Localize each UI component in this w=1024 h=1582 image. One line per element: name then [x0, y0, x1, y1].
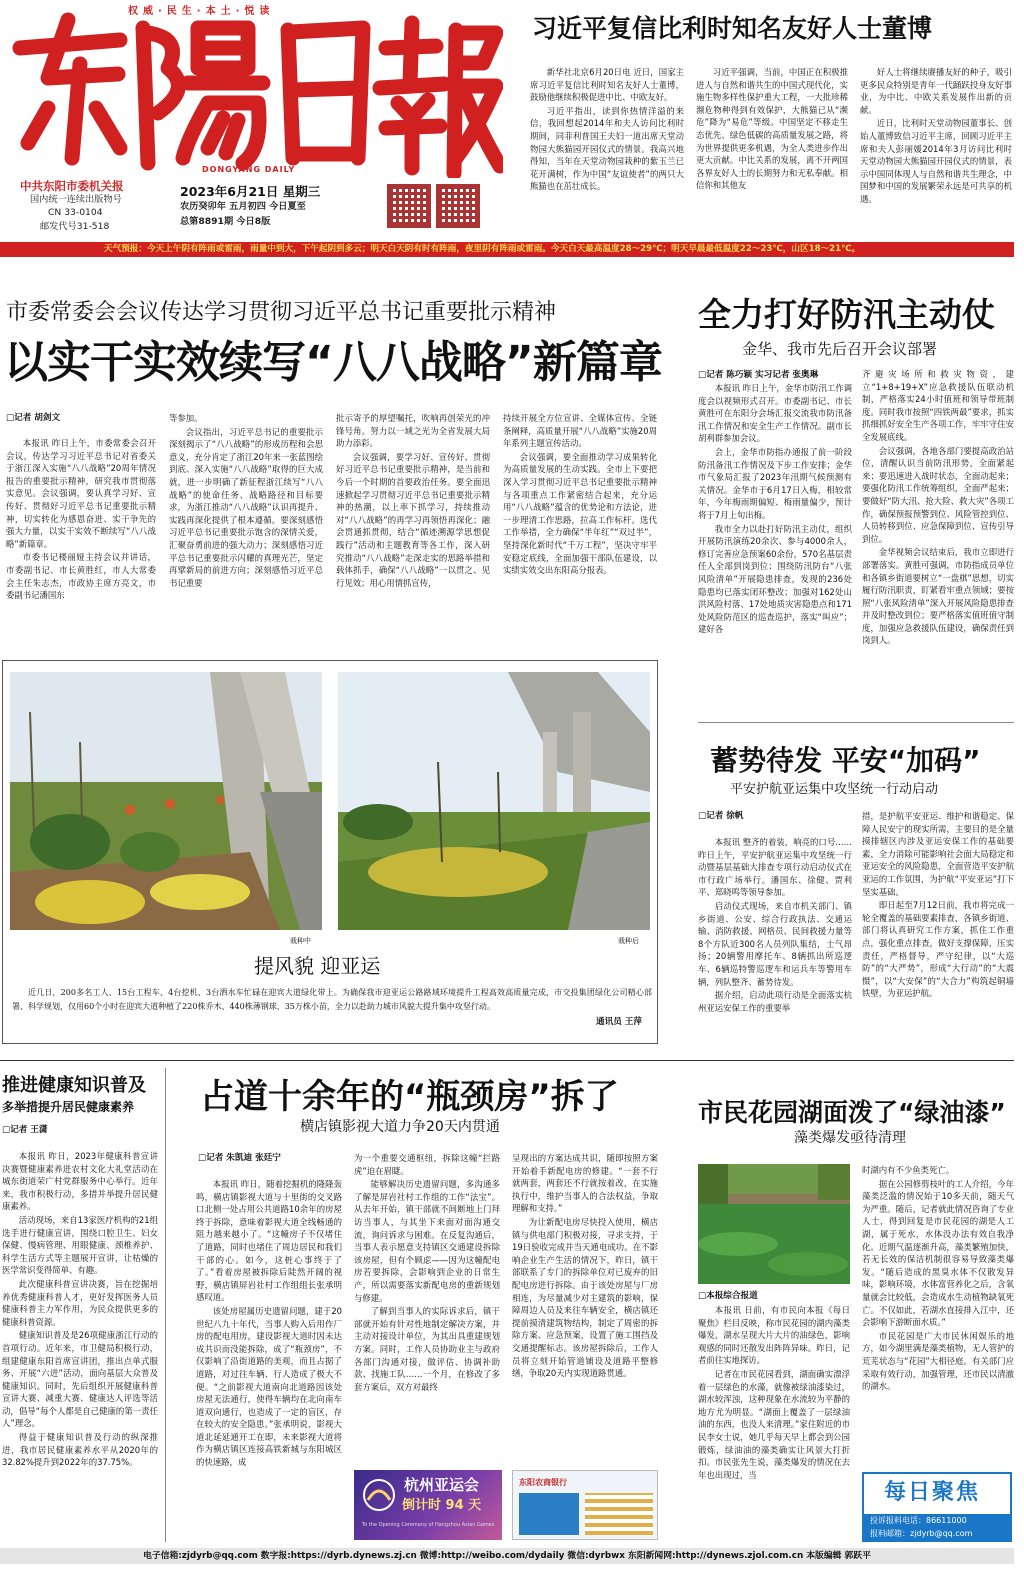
paragraph: 呈现出的方案达成共识，随即按照方案开始着手新配电房的修建。“一套不行就两套，两套还不行就按着改，在实施执行中，维护当事人的合法权益，争取理解和支持。” — [512, 1153, 658, 1214]
paragraph: 市民花园是广大市民休闲娱乐的地方，如今湖里满是藻类植物，无人管护的荒芜状态与“花园”大相径庭。有关部门应采取有效行动，加强管理，还市民以清澈的湖水。 — [862, 1330, 1014, 1392]
paragraph: 启动仪式现场，来自市机关部门、镇乡街道、公安、综合行政执法、交通运输、消防救援、网格员、民间救援力量等8个方队近300名人员列队集结，士气昂扬；20辆警用摩托车、8辆抓出所巡逻车、6辆巡特警巡逻车和运兵车等警用车辆，列队整齐、蓄势待发。 — [698, 900, 852, 987]
paragraph: 近几日，200多名工人、15台工程车、4台挖机、3台洒水车忙碌在迎宾大道绿化带上。为确保我市迎亚运公路路域环境提升工程高效高质量完成，市交投集团绿化公司精心部署、科学规划，仅用60个小时在迎宾大道种植了220株乔木、440株薄钢球、35万株小苗，全力以赴助力城市风貌大提升集中攻坚行动。 — [12, 988, 652, 1011]
bank-ad-card — [519, 1493, 579, 1535]
photo-planting-during — [10, 672, 322, 930]
paragraph: 批示寄予的厚望嘱托，吹响再创荣光的冲锋号角。努力以一域之光为全省发展大局助力添彩。 — [336, 413, 490, 449]
paragraph: 习近平指出，读到你热情洋溢的来信，我回想起2014年和夫人访问比利时期间，同菲利普国王夫妇一道出席天堂动物园大熊猫园开园仪式的情景。我高兴地得知，当年在天堂动物园栽种的紫玉兰已花开满树，作为中国“友谊使者”的两只大熊猫也在茁壮成长。 — [530, 105, 684, 192]
paragraph: 措，是护航平安亚运、维护和谐稳定、保障人民安宁的现实所需，主要目的是全量摸排辖区内涉及亚运安保工作的基础要素，全力消除可能影响社会面大局稳定和亚运安全的风险隐患，全面营造平安护航亚运的工作氛围，为护航“平安亚运”打下坚实基础。 — [862, 811, 1014, 897]
bottleneck-byline: □记者 朱凯迪 张廷宁 — [198, 1153, 281, 1163]
qr-code-1 — [387, 184, 431, 228]
photo-caption-2: 栽种后 — [618, 937, 639, 945]
column-divider — [165, 1068, 166, 1542]
paragraph: 为一个重要交通枢纽，拆除这幢“拦路虎”迫在眉睫。 — [354, 1153, 500, 1176]
qr-code-2 — [436, 184, 480, 228]
paragraph: 此次健康科普宣讲决赛，旨在挖掘培养优秀健康科普人才，更好发挥医务人员健康科普主力军作用，为民众提供更多的健康科普资源。 — [2, 1278, 158, 1327]
paragraph: 即日起至7月12日前，我市将完成一轮全覆盖的基础要素排查，各镇乡街道、部门将认真研究工作方案，抓住工作重点，强化重点排查，做好支撑保障，压实责任，严格督导，严守纪律，以“大巡防”的“大严势”，形成“大行动”的“大震慑”，以“大安保”的“大合力”构筑起铜墙铁壁，为亚运护航。 — [862, 900, 1014, 999]
lake-col2 — [862, 1164, 1014, 1466]
paragraph: 本报讯 日前，有市民向本报《每日聚焦》栏目反映，称市民花园的湖内藻类爆发，湖水呈现大片大片的油绿色，影响观感的同时还散发出阵阵异味。昨日，记者前往实地探访。 — [698, 1305, 850, 1366]
photo-credit: 通讯员 王萍 — [596, 1017, 642, 1027]
section-divider — [0, 1060, 1014, 1061]
asian-games-emblem-icon — [362, 1478, 396, 1512]
lake-subheadline: 藻类爆发亟待清理 — [794, 1130, 906, 1146]
paragraph: 金华视频会议结束后，我市立即进行部署落实。黄胜可强调，市防指成员单位和各镇乡街道要树立“一盘棋”思想，切实履行防汛职责，盯紧看牢重点领域；要按照“八张风险清单”深入开展风险隐患排查并及时整改到位；要严格落实值班值守制度，加强应急救援队伍建设，确保责任到岗到人。 — [862, 547, 1014, 646]
cn-number: CN 33-0104 — [48, 207, 103, 218]
paragraph: 据介绍，启动此项行动是全面落实杭州亚运安保工作的重要举 — [698, 990, 852, 1013]
asian-games-ad[interactable] — [354, 1470, 502, 1540]
top-story-col2 — [696, 66, 848, 236]
lake-col1 — [698, 1304, 850, 1544]
top-story-col1 — [530, 66, 684, 236]
paragraph: 能够解决历史遗留问题，多沟通多了解是屏岩社村工作组的工作“法宝”。从去年开始，镇干部就不间断地上门拜访当事人，与其坐下来面对面沟通交流，询问诉求与困难。在反复沟通后，当事人表示愿意支持镇区交通建设拆除该房屋，但有个顾虑——因为这幢配电房若要拆除，会影响到企业的日常生产，所以需要落实新配电房的重新规划与修建。 — [354, 1179, 500, 1303]
ad-small-text: To the Opening Ceremony of Hangzhou Asian Games — [362, 1522, 495, 1528]
bank-name: 东阳农商银行 — [519, 1478, 567, 1487]
masthead-slogan: 权威·民生·本土·悦读 — [128, 6, 275, 17]
ad-countdown: 倒计时 94 天 — [402, 1498, 482, 1513]
paragraph: 本报讯 整齐的着装，响亮的口号……昨日上午，平安护航亚运集中攻坚统一行动暨基层基础大排查专项行动启动仪式在市行政广场举行。潘国东、徐健、贾利平、郑晓鸣等领导参加。 — [698, 837, 852, 898]
lead-byline: □记者 胡剑文 — [6, 413, 61, 423]
safety-byline: □记者 徐帆 — [698, 811, 744, 821]
photo-story-text — [12, 986, 652, 1030]
lead-col4 — [503, 412, 657, 637]
flood-col2 — [862, 368, 1014, 712]
pub-number-label: 国内统一连续出版物号 — [30, 194, 122, 205]
weather-forecast-bar: 天气预报：今天上午阴有阵雨或雷雨，雨量中到大，下午起阴到多云；明天白天阴有时有阵雨，夜里阴有阵雨或雷雨。今天白天最高温度28～29℃；明天早晨最低温度22～23℃，山区18～21℃。 — [0, 242, 1014, 257]
bank-ad[interactable] — [512, 1470, 658, 1540]
lead-kicker: 市委常委会会议传达学习贯彻习近平总书记重要批示精神 — [6, 300, 557, 325]
lake-headline: 市民花园湖面泼了“绿油漆” — [698, 1098, 1006, 1127]
bottleneck-col1 — [196, 1178, 342, 1542]
health-byline: □记者 王潇 — [2, 1125, 48, 1135]
safety-col2 — [862, 810, 1014, 1058]
paragraph: 我市全力以赴打好防汛主动仗，组织开展防汛演练20余次、参与4000余人，修订完善应急预案60余份，570名基层责任人全部到岗到位；围绕防汛防台“八张风险清单”开展隐患排查，发现的236处隐患均已落实闭环整改；加强对162处山洪风险村落、17处地质灾害隐患点和171处风险防范区的巡查巡护，落实“叫应”；建好各 — [698, 523, 852, 635]
logo-pinyin: DONGYANG DAILY — [202, 165, 296, 174]
newspaper-logo — [8, 8, 503, 178]
paragraph: 该处房屋属历史遗留问题，建于20世纪八九十年代，当事人购入后用作厂房的配电用房，建设影视大道时因未达成共识而没能拆除，成了“瓶颈房”，不仅影响了沿街道路的美观，而且占据了道路，对过往车辆、行人造成了极大不便。“之前影视大道南向北道路因该处房屋无法通行，使得车辆均在北向南车道双向通行，也造成了一定的盲区，存在较大的安全隐患。”张承明说，影视大道北延延通开工在即，未来影视大道将作为横店镇区连接高铁新城与东阳城区的快速路，成 — [196, 1305, 342, 1468]
paragraph: 本报讯 昨日，2023年健康科普宣讲决赛暨健康素养进农村文化大礼堂活动在城东街道荣广村党群服务中心举行。近年来，我市积极行动，多措并举提升居民健康素养。 — [2, 1151, 158, 1212]
paragraph: 了解到当事人的实际诉求后，镇干部就开始有针对性地制定解决方案，并主动对接设计单位，为其出具重建规划方案。同时，工作人员协助业主与政府各部门沟通对接，做评估、协调补助款、找施工队……一个月，在修改了多套方案后，双方对最终 — [354, 1306, 500, 1392]
health-headline: 推进健康知识普及 — [2, 1075, 146, 1096]
paragraph: 为让新配电房尽快投入使用，横店镇与供电部门积极对接，寻求支持，于19日验收完成并当天通电成功。在不影响企业生产生活的情况下，昨日，镇干部联系了专门的拆除单位对已废弃的旧配电房进行拆除。由于该处房屋与厂房相连，为尽量减少对主建筑的影响，保障周边人员及来往车辆安全，横店镇还提前摸清建筑物结构，制定了周密的拆除方案、应急预案，设置了施工围挡及交通提醒标志。该房屋拆除后，工作人员将立刻开始管道铺设及道路平整修缮，争取20天内实现道路贯通。 — [512, 1216, 658, 1379]
top-story-headline: 习近平复信比利时知名友好人士董博 — [532, 14, 933, 43]
paragraph: 本报讯 昨日上午，金华市防汛工作调度会以视频形式召开。市委副书记、市长黄胜可在东阳分会场汇报交流我市防汛备汛工作情况和安全生产工作情况。副市长胡利群参加会议。 — [698, 383, 852, 444]
safety-headline: 蓄势待发 平安“加码” — [710, 744, 981, 777]
safety-col1 — [698, 836, 852, 1058]
masthead-org: 中共东阳市委机关报 — [20, 179, 124, 193]
photo-story-headline: 提风貌 迎亚运 — [254, 954, 381, 978]
bank-ad-graphic — [585, 1493, 653, 1535]
photo-planting-after — [338, 672, 650, 930]
lunar-date: 农历癸卯年 五月初四 今日夏至 — [180, 201, 306, 212]
paragraph: 会议强调，各地各部门要提高政治站位，清醒认识当前防汛形势，全面紧起来；要迅速进入战时状态，全面动起来；要强化防汛工作统筹组织，全面严起来；要做好“防大汛、抢大险、救大灾”各项工作，确保预报预警到位、风险管控到位、人员转移到位、应急保障到位、宣传引导到位。 — [862, 445, 1014, 544]
flood-headline: 全力打好防汛主动仗 — [698, 295, 995, 334]
daily-focus-title: 每日聚焦 — [884, 1480, 981, 1505]
health-col — [2, 1150, 158, 1542]
flood-subheadline: 金华、我市先后召开会议部署 — [742, 340, 938, 358]
paragraph: 活动现场，来自13家医疗机构的21组选手进行健康宣讲，围绕口腔卫生、妇女保健、慢病管理、用眼健康、颈椎养护、科学生活方式等主题展开宣讲，让枯燥的医学常识变得简单、有趣。 — [2, 1214, 158, 1276]
paragraph: 会议强调，要全面推动学习成果转化为高质量发展的生动实践。全市上下要把深入学习贯彻习近平总书记重要批示精神与各项重点工作紧密结合起来，充分运用“八八战略”蕴含的优势论和方法论，进一步理清工作思路，拉高工作标杆。选代工作举措，全力确保“半年红”“双过半”，坚持深化新时代“千万工程”，坚决守牢平安稳定底线，全面加强干部队伍建设，以实绩实效交出东阳高分报表。 — [503, 451, 657, 576]
daily-focus-box[interactable] — [862, 1472, 1012, 1542]
top-story-col3 — [860, 66, 1012, 236]
footer-bar: 电子信箱:zjdyrb@qq.com 数字报:https://dyrb.dynews.zj.cn 微博:http://weibo.com/dydaily 微信:dyrbwx 东阳新闻网:http://dynews.zjol.com.cn 本版编辑 郭跃平 — [0, 1548, 1014, 1564]
focus-phone: 投诉报料电话：86611000 — [870, 1516, 967, 1525]
bottleneck-subheadline: 横店镇影视大道力争20天内贯通 — [300, 1119, 500, 1135]
paragraph: 新华社北京6月20日电 近日，国家主席习近平复信比利时知名友好人士董博，鼓励他继续积极促进中比、中欧友好。 — [530, 67, 684, 103]
lead-col1 — [6, 437, 156, 637]
bottleneck-headline: 占道十余年的“瓶颈房”拆了 — [200, 1077, 619, 1117]
paragraph: 近日，比利时天堂动物园董事长、创始人董博致信习近平主席，回顾习近平主席和夫人彭丽媛2014年3月访问比利时天堂动物园大熊猫园开园仪式的情景，表示中国同体现人与自然和谐共生理念，中国梦和中国的发展繁荣永远是可共享的机遇。 — [860, 118, 1012, 204]
lake-byline: □本报综合报道 — [698, 1291, 758, 1301]
issue-number: 总第8891期 今日8版 — [180, 216, 271, 227]
paragraph: 本报讯 昨日上午，市委常委会召开会议，传达学习习近平总书记对省委关于浙江深入实施“八八战略”20周年情况报告的重要批示精神，研究我市贯彻落实意见。会议强调，要认真学习好、宣传好、贯彻好习近平总书记重要批示精神，切实转化为感恩奋进、实干争先的强大力量，以实干实效不断续写“八八战略”新篇章。 — [6, 438, 156, 549]
paragraph: 齐避灾场所和救灾物资，建立“1+8+19+X”应急救援队伍联动机制，严格落实24小时值班和领导带班制度。同时我市按照“四铁两最”要求，抓实抓细抓好安全生产各项工作，牢牢守住安全发展底线。 — [862, 369, 1014, 442]
photo-caption-1: 栽种中 — [290, 937, 311, 945]
paragraph: 健康知识普及是26项健康浙江行动的首项行动。近年来，市卫健局积极行动，组建健康东阳首席宣讲团，推出点单式服务、开展“六进”活动，面向基层大众普及健康知识。同时，先后组织开展健康科普宣讲大赛、减重大赛、健康达人评选等活动，倡导“每个人都是自己健康的第一责任人”理念。 — [2, 1330, 158, 1429]
paragraph: 记者在市民花园看到，湖面确实漂浮着一层绿色的水藻，就像被绿油漆染过，湖水较浑浊，这种现象在水流较为平静的地方尤为明显。“湖面上覆盖了一层绿油油的东西，也没人来清理。”家住附近的市民李女士说，她几乎每天早上都会到公园锻炼，绿油油的藻类确实让风景大打折扣。市民张先生说，藻类爆发的情况在去年也出现过，当 — [698, 1368, 850, 1480]
ad-title: 杭州亚运会 — [404, 1476, 480, 1494]
paragraph: 会议指出，习近平总书记的重要批示深刻揭示了“八八战略”的形成历程和会思意义，充分肯定了浙江20年来一张蓝图绘到底、深入实施“八八战略”取得的巨大成就，进一步明确了新征程浙江续写“八八战略”的使命任务、战略路径和目标要求，为浙江推动“八八战略”认识再提升、实践再深化提供了根本遵循。要深刻感悟习近平总书记重要批示饱含的深情关爱，汇聚奋勇前进的强大动力；深刻感悟习近平总书记重要批示闪耀的真理光芒，坚定再擘新局的前进方向；深刻感悟习近平总书记重要 — [169, 426, 323, 588]
bottleneck-col2 — [354, 1152, 500, 1456]
flood-byline: □记者 陈巧颖 实习记者 张奥琳 — [698, 370, 819, 380]
flood-col1 — [698, 382, 852, 712]
paragraph: 等参加。 — [169, 413, 203, 423]
paragraph: 据在公园修剪枝叶的工人介绍，今年藻类泛滥的情况始于10多天前，随天气为严重。随后，记者就此情况咨询了专业人士，得到回复是市民花园的湖是人工湖，属于死水，水体没办法有效自我净化。近期气温逐渐升高，藻类繁殖加快，若无长效的保洁机制很容易导致藻类爆发。“随后造成的黑臭水体不仅散发异味，影响环境，水体富营养化之后，含氧量就会比较低，会造成水生动植物缺氧死亡。不仅如此，若湖水直接排入江中，还会影响下游断面水质。” — [862, 1178, 1014, 1328]
paragraph: 会议强调，要学习好、宣传好、贯彻好习近平总书记重要批示精神，是当前和今后一个时期的首要政治任务。要全面迅速掀起学习贯彻习近平总书记重要批示精神的热潮，以上率下抓学习，持续推动对“八八战略”的再学习再领悟再深化；融会贯通抓贯彻，结合“循迹溯源学思想促践行”活动和主题教育等各工作，深入研究推动“八八战略”走深走实的思路举措和载体抓手，确保“八八战略”一以贯之、见行见效；用心用情抓宣传， — [336, 451, 490, 588]
daily-focus-contact — [864, 1514, 1010, 1540]
paragraph: 好人士将继续赓播友好的种子，吸引更多民众特别是青年一代踊跃投身友好事业，为中比、中欧关系发展作出新的贡献。 — [860, 67, 1012, 115]
lead-headline: 以实干实效续写“八八战略”新篇章 — [4, 337, 662, 388]
masthead-date: 2023年6月21日 星期三 — [180, 184, 321, 199]
lead-col2 — [169, 412, 323, 637]
divider — [698, 722, 1014, 723]
health-subheadline: 多举措提升居民健康素养 — [2, 1100, 135, 1114]
bottleneck-col3 — [512, 1152, 658, 1456]
photo-algae-lake — [698, 1164, 850, 1284]
paragraph: 时湖内有不少鱼类死亡。 — [862, 1165, 955, 1175]
focus-email: 报料邮箱：zjdyrb@qq.com — [870, 1529, 973, 1538]
paragraph: 得益于健康知识普及行动的纵深推进，我市居民健康素养水平从2020年的32.82%提升到2022年的37.75%。 — [2, 1432, 158, 1468]
lead-col3 — [336, 412, 490, 637]
postal-code: 邮发代号31-518 — [40, 221, 110, 232]
paragraph: 会上，金华市防指办通报了前一阶段防汛备汛工作情况及下步工作安排；金华市气象局汇报了2023年汛期气候预测有关情况。金华市于6月17日入梅，相较常年，今年梅雨期偏短、梅雨量偏少，预计将于7月上旬出梅。 — [698, 446, 852, 520]
safety-subheadline: 平安护航亚运集中攻坚统一行动启动 — [730, 782, 939, 797]
paragraph: 本报讯 昨日，随着挖掘机的隆隆轰鸣，横店镇影视大道与十里街的交叉路口北侧一处占用公共道路10余年的房屋终于拆除，意味着影视大道全线畅通的阻力越来越小了。“这幢房子不仅堵住了道路，同时也堵住了周边居民和我们干部的心。如今，这桩心事终于了了。”看着房屋被拆除后陡然开阔的视野，横店镇屏岩社村工作组组长张承明感叹道。 — [196, 1179, 342, 1303]
paragraph: 持续开展全方位宣讲、全媒体宣传、全链条阐释，高质量开展“八八战略”实施20周年系列主题宣传活动。 — [503, 413, 657, 449]
paragraph: 习近平强调，当前，中国正在积极推进人与自然和谐共生的中国式现代化，实施生物多样性保护重大工程，一大批珍稀濒危物种得到有效保护，大熊猫已从“濒危”降为“易危”等级。中国坚定不移走生态优先、绿色低碳的高质量发展之路，将为世界提供更多机遇，为全人类进步作出更大贡献。中比关系的发展，离不开两国各界友好人士的长期努力和无私奉献。相信你和其他友 — [696, 67, 848, 191]
paragraph: 市委书记楼丽娅主持会议并讲话，市委副书记、市长黄胜红，市人大常委会主任朱志杰，市政协主席方亮文，市委副书记潘国东 — [6, 552, 156, 601]
